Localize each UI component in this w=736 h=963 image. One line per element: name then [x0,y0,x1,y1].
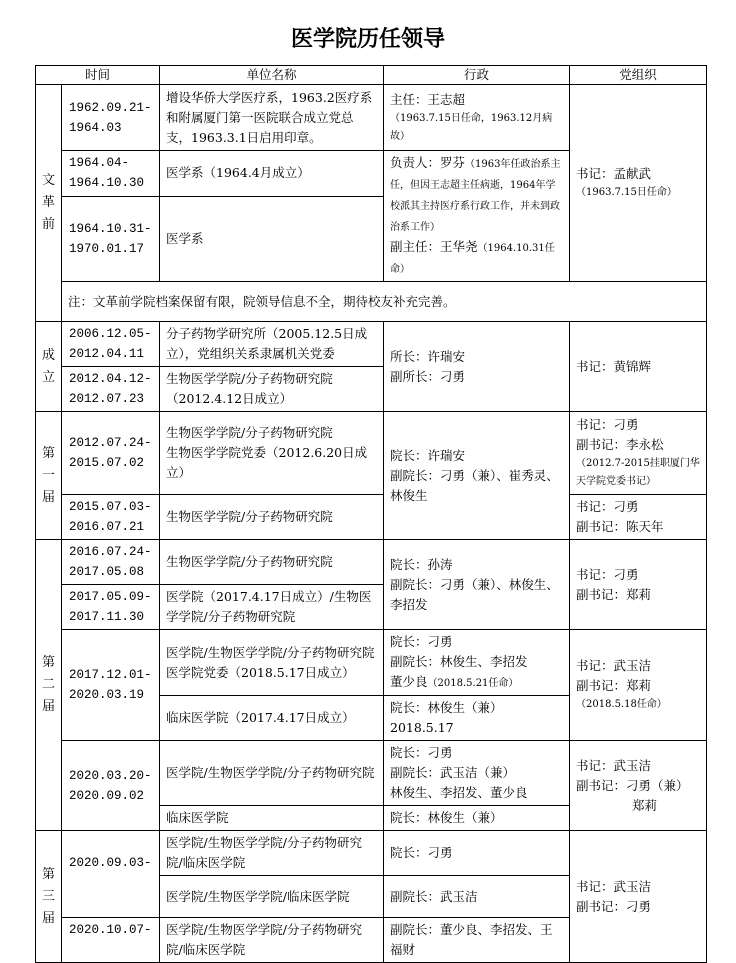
time-start: 2017.12.01- [69,668,152,682]
unit-cell: 医学系 [160,196,384,281]
time-end: 2012.04.11 [69,347,145,361]
table-row [36,741,707,806]
admin-line: 副所长：刁勇 [390,368,466,384]
admin-cell [384,151,570,282]
era-label: 第 二 届 [41,655,55,714]
party-cell [570,495,707,540]
admin-line: 所长：许瑞安 [390,348,466,364]
party-cell [570,630,707,741]
time-cell [62,495,160,540]
unit-cell [160,630,384,696]
time-end: 1970.01.17 [69,241,145,256]
admin-line: 院长：许瑞安 [390,447,466,463]
party-cell [570,741,707,831]
time-end: 1964.10.30 [69,176,145,191]
admin-name: 负责人：罗芬 [390,155,466,170]
admin-line: 院长：孙涛 [390,556,453,572]
unit-line: 生物医学学院党委（2012.6.20日成立） [166,445,368,480]
unit-cell: 医学院/生物医学学院/分子药物研究院/临床医学院 [160,831,384,876]
time-cell [62,831,160,918]
unit-cell: 生物医学学院/分子药物研究院 [160,495,384,540]
era-label: 第 一 届 [41,445,55,505]
unit-cell: 医学院（2017.4.17日成立）/生物医学学院/分子药物研究院 [160,585,384,630]
time-start: 1964.04- [69,156,130,171]
time-cell [62,540,160,585]
time-end: 2016.07.21 [69,520,145,534]
table-row [36,495,707,540]
header-row [36,66,707,85]
party-line: 副书记：郑莉 [576,586,652,602]
unit-cell: 医学院/生物医学学院/临床医学院 [160,876,384,918]
admin-line [390,153,563,237]
era-label: 成 立 [41,347,55,385]
unit-cell: 生物医学学院/分子药物研究院（2012.4.12日成立） [160,367,384,412]
party-cell [570,85,707,282]
unit-cell: 医学系（1964.4月成立） [160,151,384,197]
party-line: 书记：刁勇 [576,417,639,432]
time-end: 2015.07.02 [69,456,145,470]
header-time: 时间 [36,66,160,85]
admin-cell: 副院长：武玉洁 [384,876,570,918]
era-pre [36,85,62,322]
time-start: 2020.03.20- [69,768,152,783]
admin-cell [384,85,570,151]
admin-cell [384,741,570,806]
admin-line: 院长：刁勇 [390,745,453,760]
unit-cell: 分子药物学研究所（2005.12.5日成立），党组织关系隶属机关党委 [160,322,384,367]
time-start: 2020.10.07- [69,923,152,937]
time-start: 2016.07.24- [69,545,152,559]
table-row [36,831,707,876]
header-unit: 单位名称 [160,66,384,85]
party-line: 书记：刁勇 [576,499,639,514]
time-end: 2020.03.19 [69,688,145,702]
time-start: 1962.09.21- [69,100,152,115]
party-line: 书记：孟献武 [576,166,652,181]
admin-cell [384,322,570,412]
party-note: （1963.7.15日任命） [576,187,677,198]
era-first [36,412,62,540]
party-line: 副书记：李永松 [576,437,664,452]
admin-line: 主任：王志超 [390,91,466,107]
time-cell [62,630,160,741]
party-line: 郑莉 [632,797,658,813]
admin-cell: 院长：刁勇 [384,831,570,876]
admin-line: 副院长：林俊生、李招发 [390,654,528,669]
table-row [36,540,707,585]
page-title: 医学院历任领导 [290,27,445,52]
admin-name: 副主任：王华尧 [390,239,478,254]
header-admin: 行政 [384,66,570,85]
table-row [36,412,707,495]
time-start: 2006.12.05- [69,327,152,341]
time-start: 2012.07.24- [69,436,152,450]
unit-line: 医学院/生物医学学院/分子药物研究院 [166,644,375,660]
party-line: 书记：武玉洁 [576,878,652,894]
party-line: 书记：武玉洁 [576,658,652,673]
admin-line: 副院长：刁勇（兼）、崔秀灵、林俊生 [390,467,559,503]
time-cell [62,741,160,831]
time-start: 2017.05.09- [69,590,152,604]
era-label: 第 三 届 [41,866,55,926]
note-row [36,282,707,322]
unit-cell: 临床医学院（2017.4.17日成立） [160,696,384,741]
leadership-table [35,65,707,963]
party-cell [570,831,707,963]
era-founding [36,322,62,412]
unit-cell: 医学院/生物医学学院/分子药物研究院 [160,741,384,806]
admin-line: 副院长：刁勇（兼）、林俊生、李招发 [390,576,559,612]
time-cell [62,196,160,281]
time-end: 2017.05.08 [69,565,145,579]
party-note: （2018.5.18任命） [576,699,667,710]
party-line: 副书记：陈天年 [576,519,664,534]
era-label: 文 革 前 [41,173,55,232]
admin-note: （2018.5.21任命） [427,678,519,689]
time-cell [62,85,160,151]
admin-cell [384,412,570,540]
time-cell [62,151,160,197]
admin-note: （1963年任政治系主任，但因王志超主任病逝，1964年学校派其主持医疗系行政工作，并未到政治系工作） [390,159,561,233]
time-cell [62,412,160,495]
admin-cell: 副院长：董少良、李招发、王福财 [384,918,570,963]
unit-cell: 生物医学学院/分子药物研究院 [160,540,384,585]
admin-note: （1964.10.31任命） [390,243,555,275]
admin-cell [384,540,570,630]
party-cell [570,412,707,495]
admin-cell: 院长：林俊生（兼）2018.5.17 [384,696,570,741]
time-cell [62,918,160,963]
header-party: 党组织 [570,66,707,85]
admin-line [390,237,563,279]
party-note: （2012.7-2015挂职厦门华天学院党委书记） [576,458,700,487]
time-end: 2020.09.02 [69,788,145,803]
party-line: 副书记：刁勇 [576,898,652,914]
admin-line: 林俊生、李招发、董少良 [390,785,528,800]
admin-line [390,672,563,693]
time-cell [62,322,160,367]
admin-name: 董少良 [390,674,428,689]
table-row [36,322,707,367]
note-cell: 注：文革前学院档案保留有限，院领导信息不全，期待校友补充完善。 [62,282,707,322]
time-start: 2015.07.03- [69,500,152,514]
time-cell [62,367,160,412]
admin-cell [384,630,570,696]
unit-cell: 医学院/生物医学学院/分子药物研究院/临床医学院 [160,918,384,963]
unit-line: 生物医学学院/分子药物研究院 [166,425,333,440]
time-end: 2012.07.23 [69,392,145,406]
time-start: 2020.09.03- [69,856,152,870]
table-row [36,630,707,696]
time-start: 1964.10.31- [69,221,152,236]
unit-line: 医学院党委（2018.5.17日成立） [166,664,355,680]
unit-cell [160,412,384,495]
admin-line: 副院长：武玉洁（兼） [390,765,516,780]
time-cell [62,585,160,630]
admin-note: （1963.7.15日任命，1963.12月病故） [390,112,553,142]
admin-cell: 院长：林俊生（兼） [384,806,570,831]
party-line: 书记：刁勇 [576,566,639,582]
table-row [36,85,707,151]
unit-cell: 增设华侨大学医疗系，1963.2医疗系和附属厦门第一医院联合成立党总支，1963.3.1日启用印章。 [160,85,384,151]
party-line: 副书记：郑莉 [576,678,652,693]
era-second [36,540,62,831]
admin-line: 院长：刁勇 [390,634,453,649]
time-start: 2012.04.12- [69,372,152,386]
unit-cell: 临床医学院 [160,806,384,831]
party-cell: 书记：黄锦辉 [570,322,707,412]
party-line: 书记：武玉洁 [576,757,652,773]
party-line: 副书记：刁勇（兼） [576,777,689,793]
era-third [36,831,62,963]
time-end: 1964.03 [69,120,122,135]
time-end: 2017.11.30 [69,610,145,624]
party-cell [570,540,707,630]
